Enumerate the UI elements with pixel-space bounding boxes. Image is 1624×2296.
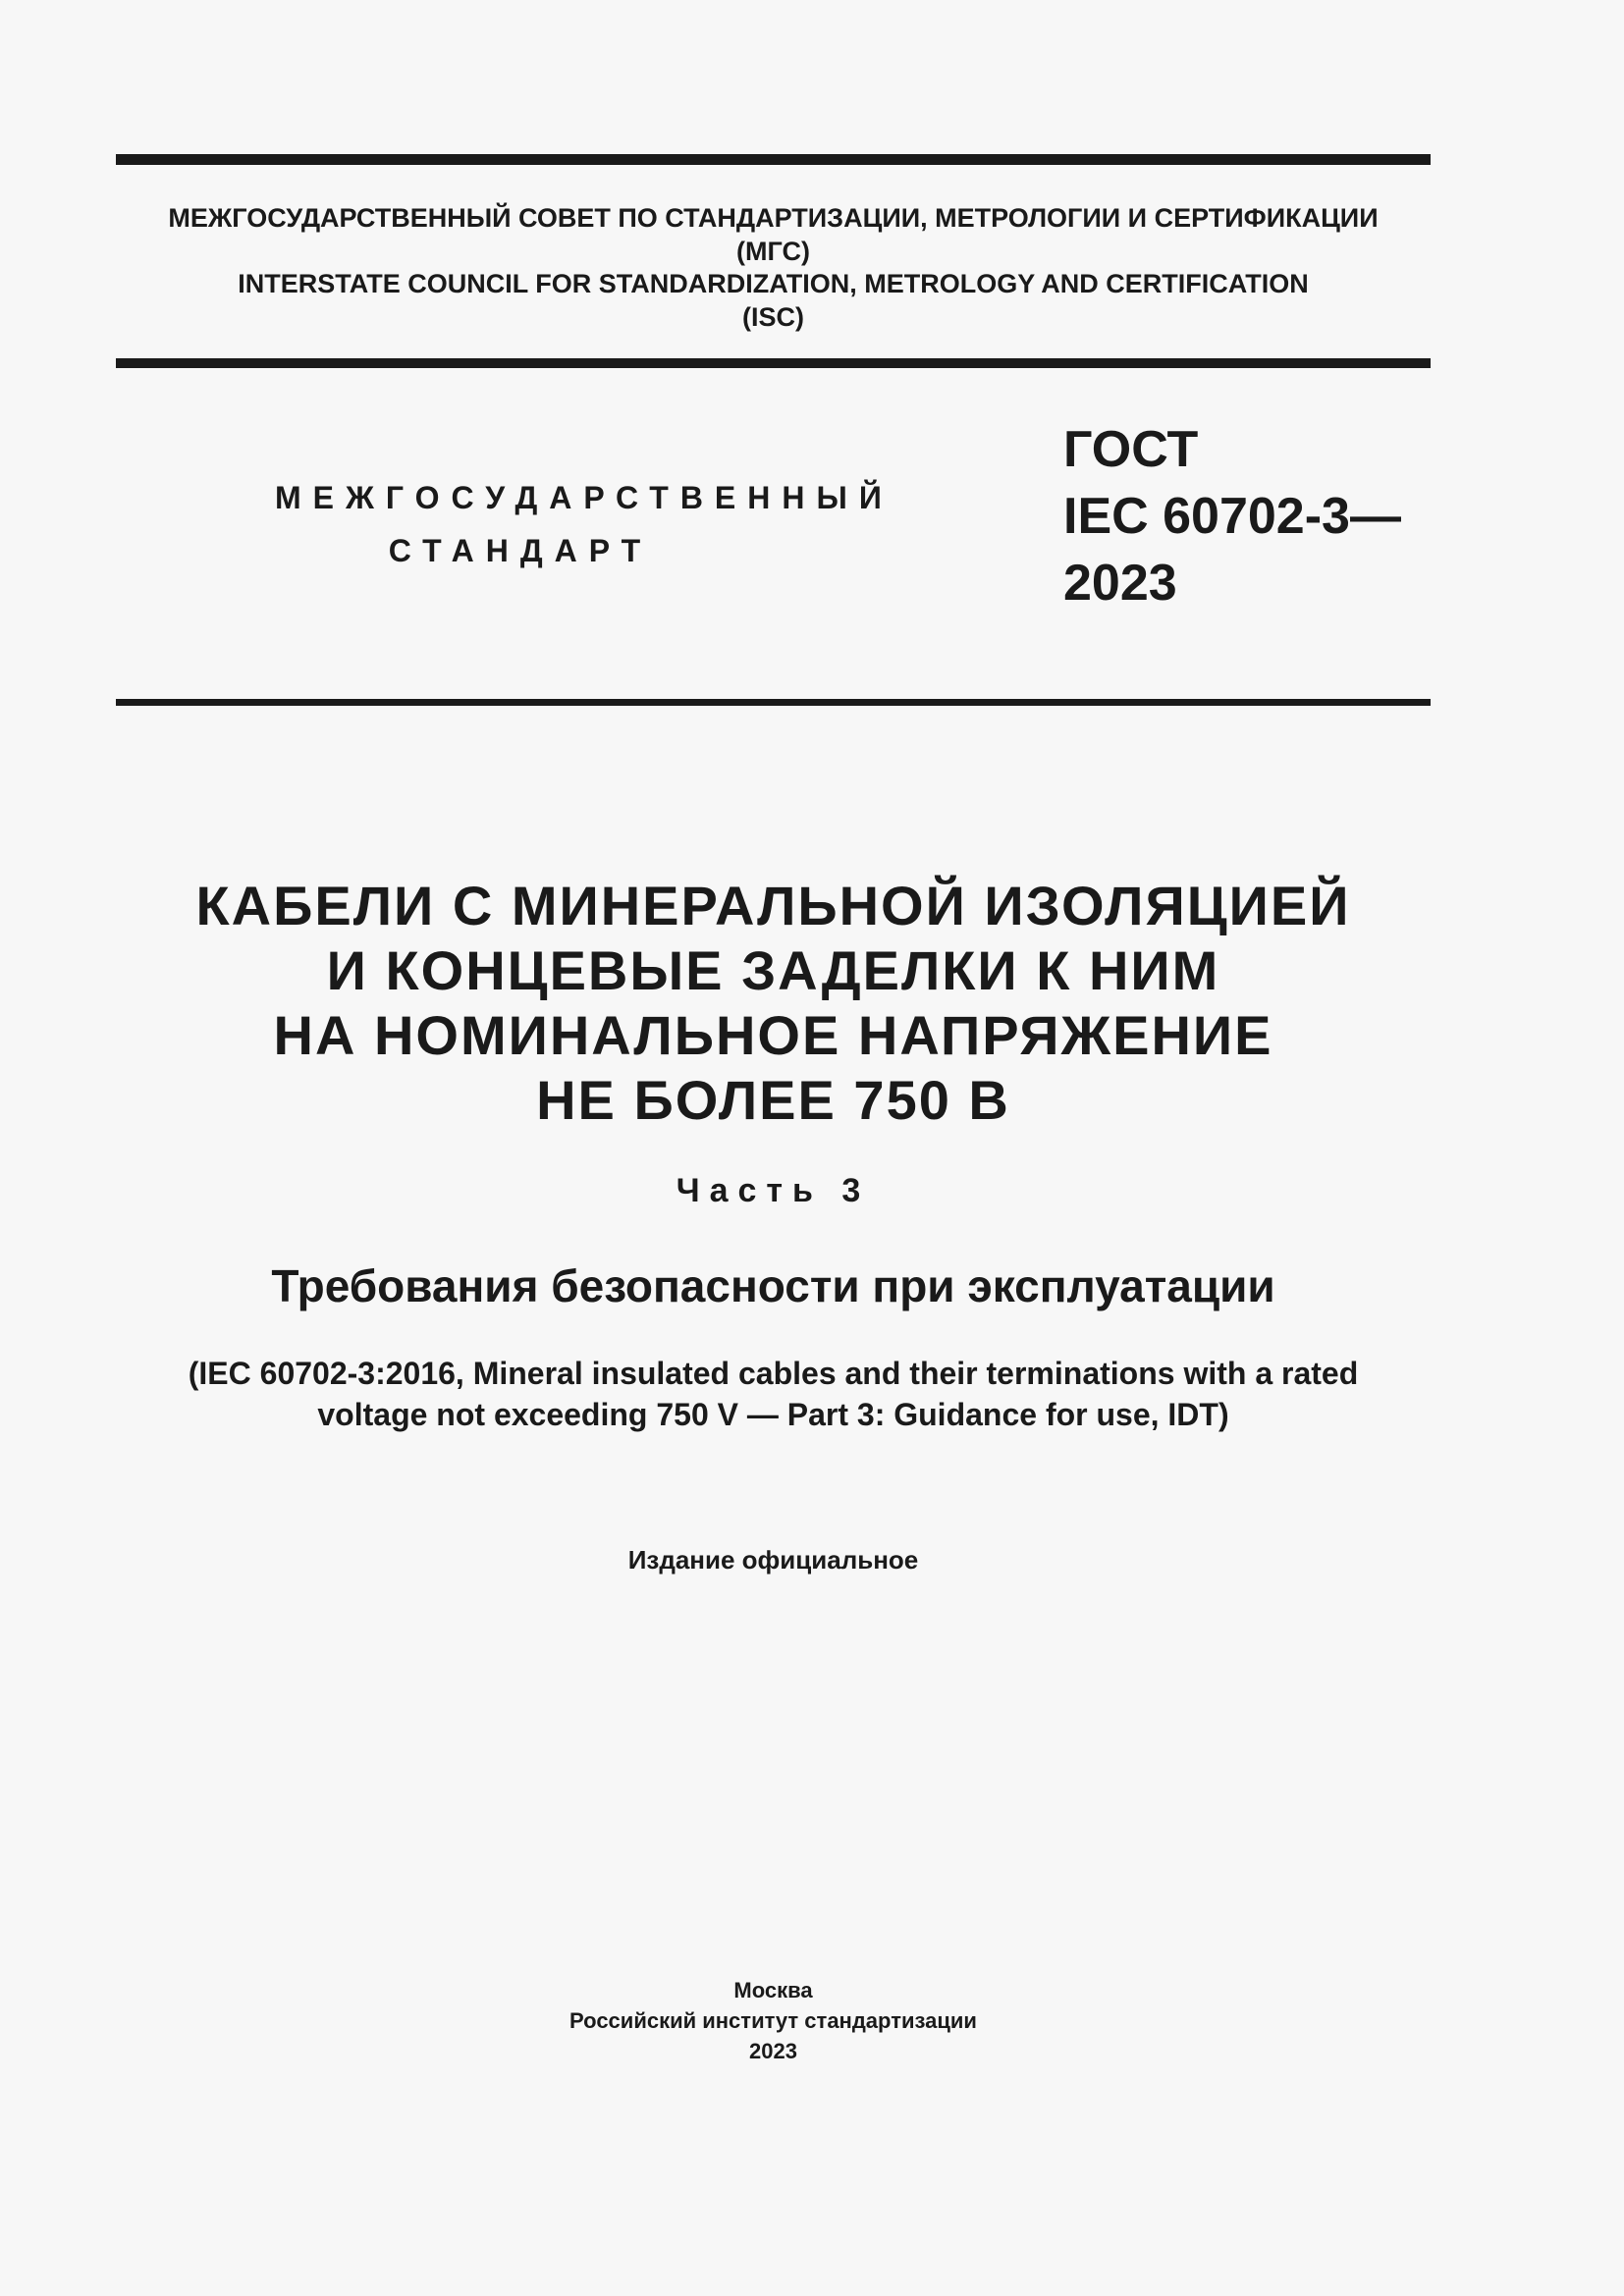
imprint-city: Москва: [733, 1978, 813, 2002]
title-line2: И КОНЦЕВЫЕ ЗАДЕЛКИ К НИМ: [326, 939, 1220, 1001]
document-title: [116, 874, 1431, 1133]
imprint: [116, 1975, 1431, 2066]
iec-reference: [116, 1353, 1431, 1435]
imprint-publisher: Российский институт стандартизации: [569, 2008, 977, 2033]
standard-type: [275, 471, 893, 577]
edition-note: Издание официальное: [627, 1545, 919, 1575]
title-line1: КАБЕЛИ С МИНЕРАЛЬНОЙ ИЗОЛЯЦИЕЙ: [195, 875, 1351, 936]
council-name-ru: МЕЖГОСУДАРСТВЕННЫЙ СОВЕТ ПО СТАНДАРТИЗАЦИИ, МЕТРОЛОГИИ И СЕРТИФИКАЦИИ: [168, 203, 1379, 233]
bottom-rule: [116, 699, 1431, 706]
standard-type-line2: СТАНДАРТ: [388, 533, 653, 568]
council-header: [116, 202, 1431, 334]
council-abbr-ru: (МГС): [736, 236, 810, 266]
title-line4: НЕ БОЛЕЕ 750 В: [536, 1069, 1010, 1131]
designation-line2: IEC 60702-3—: [1063, 488, 1401, 545]
part-subtitle: Требования безопасности при эксплуатации: [271, 1260, 1275, 1311]
iec-reference-line2: voltage not exceeding 750 V — Part 3: Guidance for use, IDT): [317, 1397, 1229, 1432]
council-name-en: INTERSTATE COUNCIL FOR STANDARDIZATION, METROLOGY AND CERTIFICATION: [238, 269, 1309, 298]
designation-line1: ГОСТ: [1063, 421, 1199, 478]
imprint-year: 2023: [749, 2039, 797, 2063]
standard-type-line1: МЕЖГОСУДАРСТВЕННЫЙ: [275, 480, 893, 515]
designation-line3: 2023: [1063, 555, 1177, 612]
top-rule: [116, 154, 1431, 165]
part-number: Часть 3: [676, 1172, 871, 1209]
iec-reference-line1: (IEC 60702-3:2016, Mineral insulated cables and their terminations with a rated: [188, 1356, 1359, 1391]
middle-rule: [116, 358, 1431, 368]
standard-designation: [1063, 416, 1401, 616]
title-line3: НА НОМИНАЛЬНОЕ НАПРЯЖЕНИЕ: [273, 1004, 1273, 1066]
council-abbr-en: (ISC): [742, 301, 804, 332]
